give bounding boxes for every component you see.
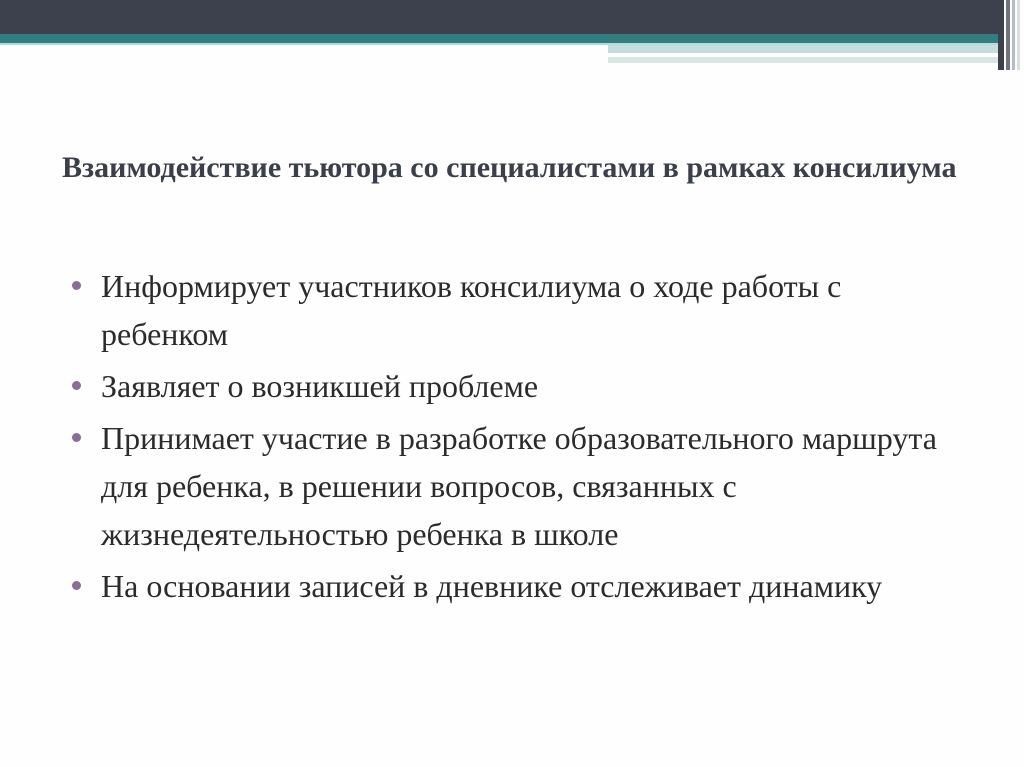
list-item (72, 362, 952, 410)
header-accent-bar-thin (608, 57, 1000, 63)
bullet-dot-icon (72, 381, 81, 390)
list-item-text: Принимает участие в разработке образовательного маршрута для ребенка, в решении вопросов, связанных с жизнедеятельностью ребенка в школе (101, 420, 937, 552)
bullet-dot-icon (72, 581, 81, 590)
list-item-text: Информирует участников консилиума о ходе работы с ребенком (101, 268, 842, 352)
slide-title: Взаимодействие тьютора со специалистами в рамках консилиума (62, 151, 957, 184)
list-item (72, 262, 952, 358)
corner-stripe (1006, 0, 1010, 70)
bullet-dot-icon (72, 281, 81, 290)
corner-stripe (998, 0, 1004, 70)
header-bar-teal (0, 34, 1000, 43)
header-accent-bar (608, 45, 1000, 53)
list-item (72, 414, 952, 558)
bullet-list (72, 262, 952, 614)
corner-stripe (1017, 0, 1020, 70)
header-bar-dark (0, 0, 1000, 34)
list-item-text: На основании записей в дневнике отслеживает динамику (101, 568, 883, 604)
bullet-dot-icon (72, 433, 81, 442)
list-item-text: Заявляет о возникшей проблеме (101, 368, 539, 404)
corner-stripe (1012, 0, 1015, 70)
list-item (72, 562, 952, 610)
